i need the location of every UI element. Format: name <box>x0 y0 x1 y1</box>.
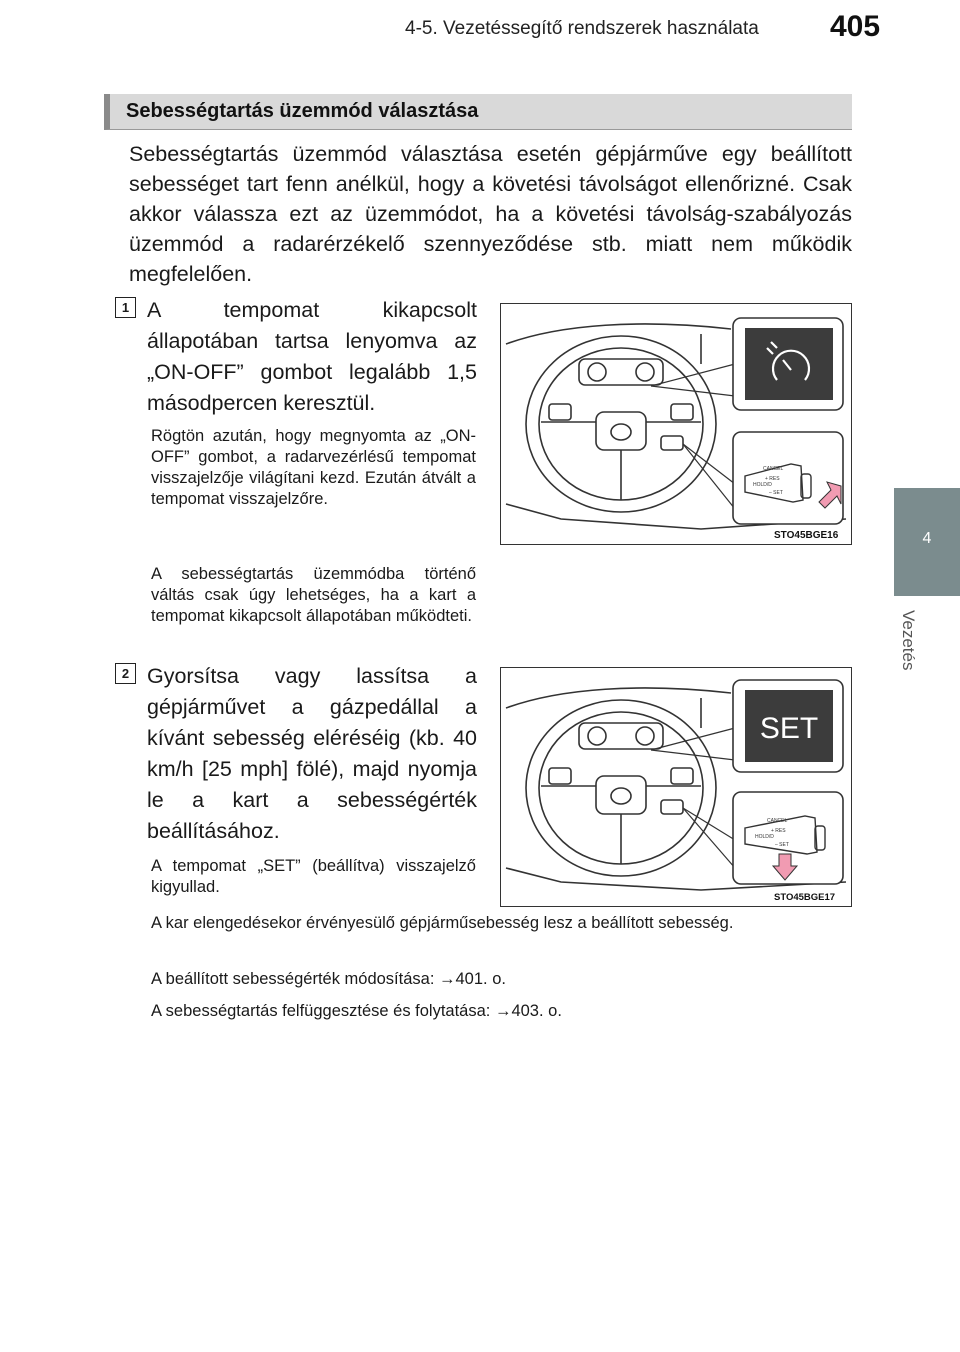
figure-1-steering-onoff <box>500 303 852 545</box>
lever-cancel-label: CANCEL <box>767 818 788 824</box>
step-2-instruction: Gyorsítsa vagy lassítsa a gépjárművet a gázpedállal a kívánt sebesség eléréséig (kb. 40 km/h [25 mph] fölé), majd nyomja le a kart a sebességérték beállításához. <box>147 664 477 843</box>
lever-set-label: – SET <box>769 490 783 496</box>
running-head: 4-5. Vezetéssegítő rendszerek használata <box>405 18 759 39</box>
left-switches <box>549 404 571 420</box>
step-1-instruction: A tempomat kikapcsolt állapotában tartsa lenyomva az „ON-OFF” gombot legalább 1,5 másodpercen keresztül. <box>147 298 477 415</box>
figure-1-illustration <box>501 304 850 543</box>
chapter-tab-number: 4 <box>922 530 932 547</box>
figure-2-code: STO45BGE17 <box>774 892 836 903</box>
chapter-tab-label <box>888 610 948 710</box>
lever-res-label: + RES <box>771 828 786 834</box>
lever-res-label: + RES <box>765 476 780 482</box>
lever-dist-label: HOLD/D <box>755 834 774 840</box>
steering-logo <box>611 424 631 440</box>
step-1-note-2: A sebességtartás üzemmódba történő váltás csak úgy lehetséges, ha a kart a tempomat kikapcsolt állapotában működteti. <box>151 565 476 625</box>
set-indicator-text: SET <box>759 712 819 745</box>
reference-link-2[interactable]: A sebességtartás felfüggesztése és folytatása: →403. o. <box>151 1002 562 1020</box>
page-number: 405 <box>830 10 881 43</box>
section-heading-text: Sebességtartás üzemmód választása <box>126 100 479 122</box>
steering-hub <box>596 412 646 450</box>
instrument-cluster <box>579 359 663 385</box>
figure-1-code: STO45BGE16 <box>774 530 839 541</box>
step-1-note-1: Rögtön azután, hogy megnyomta az „ON-OFF” gombot, a radarvezérlésű tempomat visszajelzője világítani kezd. Ezután átvált a tempomat visszajelzőre. <box>151 427 476 508</box>
lever-set-label: – SET <box>775 842 789 848</box>
indicator-display <box>745 328 833 400</box>
lever-stub <box>661 436 683 450</box>
step-2-note-1: A tempomat „SET” (beállítva) visszajelző kigyullad. <box>151 857 476 896</box>
step-number-1: 1 <box>115 297 136 318</box>
chapter-tab-label-text: Vezetés <box>899 610 918 671</box>
section-heading <box>104 94 852 130</box>
step-number-2: 2 <box>115 663 136 684</box>
figure-2-illustration <box>501 668 850 905</box>
lever-callout-box <box>733 432 843 524</box>
right-switches <box>671 404 693 420</box>
step-2-note-2: A kar elengedésekor érvényesülő gépjárműsebesség lesz a beállított sebesség. <box>151 914 734 932</box>
lever-cancel-label: CANCEL <box>763 466 784 472</box>
lever-dist-label: HOLD/D <box>753 482 772 488</box>
dashboard-line <box>506 324 731 344</box>
intro-paragraph: Sebességtartás üzemmód választása esetén gépjárműve egy beállított sebességet tart fenn anélkül, hogy a követési távolságot ellenőrizné. Csak akkor válassza ezt az üzemmódot, ha a követési távolság-szabályozás üzemmód a radarérzékelő szennyeződése stb. miatt nem működik megfelelően. <box>129 142 852 286</box>
figure-2-steering-set <box>500 667 852 907</box>
reference-link-1[interactable]: A beállított sebességérték módosítása: →401. o. <box>151 970 506 988</box>
